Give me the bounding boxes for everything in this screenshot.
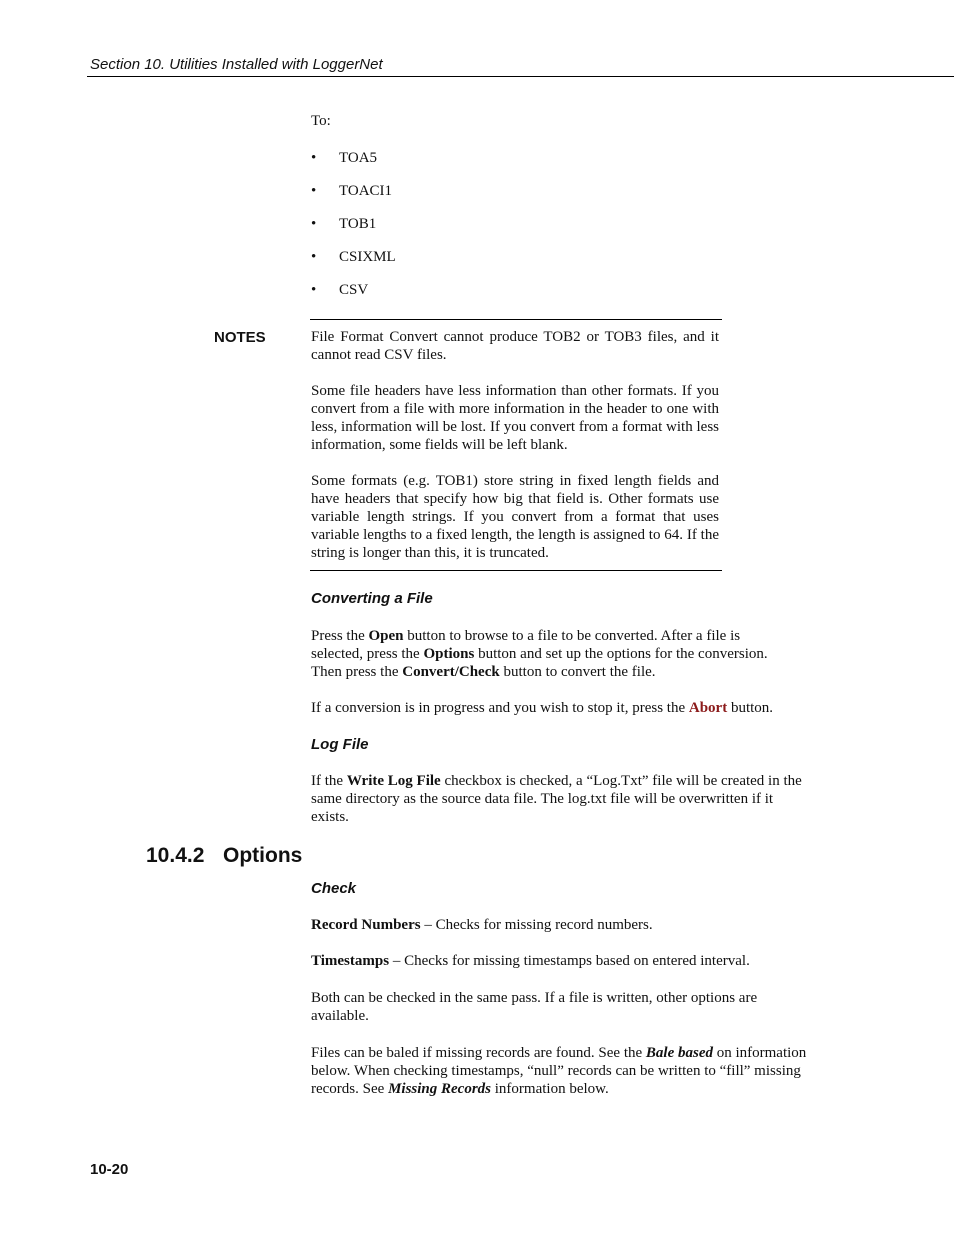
bale-based-ref: Bale based bbox=[645, 1045, 713, 1061]
timestamps-term: Timestamps bbox=[311, 953, 390, 969]
options-button-ref: Options bbox=[423, 646, 475, 662]
notes-body bbox=[311, 328, 719, 580]
timestamps-paragraph: Timestamps – Checks for missing timestamps based on entered interval. bbox=[311, 953, 750, 969]
open-button-ref: Open bbox=[368, 628, 404, 644]
baled-paragraph: Files can be baled if missing records are found. See the Bale based on information below. When checking timestamps, “null” records can be written to “fill” missing records. See Missing Records information below. bbox=[311, 1045, 807, 1097]
both-paragraph: Both can be checked in the same pass. If a file is written, other options are available. bbox=[311, 990, 758, 1024]
log-file-paragraph: If the Write Log File checkbox is checked, a “Log.Txt” file will be created in the same directory as the source data file. The log.txt file will be overwritten if it exists. bbox=[311, 773, 802, 825]
header-rule bbox=[87, 76, 954, 77]
list-item: • TOACI1 bbox=[311, 183, 393, 199]
write-log-file-ref: Write Log File bbox=[346, 773, 441, 789]
converting-heading: Converting a File bbox=[311, 590, 433, 607]
section-number: 10.4.2 bbox=[146, 844, 205, 867]
bullet-icon: • bbox=[311, 150, 317, 166]
section-title: Options bbox=[223, 844, 303, 867]
list-item: • CSIXML bbox=[311, 249, 396, 265]
to-label: To: bbox=[311, 113, 331, 129]
notes-bottom-rule bbox=[310, 570, 722, 571]
abort-button-ref: Abort bbox=[688, 700, 728, 716]
bullet-icon: • bbox=[311, 183, 317, 199]
format-list bbox=[311, 150, 396, 315]
notes-paragraph: Some formats (e.g. TOB1) store string in fixed length fields and have headers that specify how big that field is. Other formats use variable length strings. If you convert from a format that uses variable lengths to a fixed length, the length is assigned to 64. If the string is longer than this, it is truncated. bbox=[311, 473, 719, 561]
bullet-icon: • bbox=[311, 282, 317, 298]
notes-paragraph: File Format Convert cannot produce TOB2 or TOB3 files, and it cannot read CSV files. bbox=[311, 329, 719, 363]
page-number: 10-20 bbox=[90, 1161, 129, 1178]
abort-paragraph: If a conversion is in progress and you wish to stop it, press the Abort button. bbox=[311, 700, 774, 716]
notes-top-rule bbox=[310, 319, 722, 320]
converting-paragraph: Press the Open button to browse to a file to be converted. After a file is selected, press the Options button and set up the options for the conversion. Then press the Convert/Check button to convert the file. bbox=[311, 628, 768, 680]
list-item: • CSV bbox=[311, 282, 369, 298]
list-item: • TOA5 bbox=[311, 150, 378, 166]
log-file-heading: Log File bbox=[311, 736, 369, 753]
bullet-icon: • bbox=[311, 249, 317, 265]
notes-paragraph: Some file headers have less information than other formats. If you convert from a file with more information in the header to one with less, information will be lost. If you convert from a format with less information, some fields will be left blank. bbox=[311, 383, 719, 453]
section-heading bbox=[146, 844, 302, 868]
missing-records-ref: Missing Records bbox=[388, 1081, 491, 1097]
record-numbers-paragraph: Record Numbers – Checks for missing record numbers. bbox=[311, 917, 653, 933]
notes-label: NOTES bbox=[214, 329, 266, 346]
convert-check-button-ref: Convert/Check bbox=[402, 664, 500, 680]
bullet-icon: • bbox=[311, 216, 317, 232]
check-heading: Check bbox=[311, 880, 357, 897]
list-item: • TOB1 bbox=[311, 216, 377, 232]
page-header: Section 10. Utilities Installed with LoggerNet bbox=[90, 56, 383, 73]
record-numbers-term: Record Numbers bbox=[311, 917, 421, 933]
